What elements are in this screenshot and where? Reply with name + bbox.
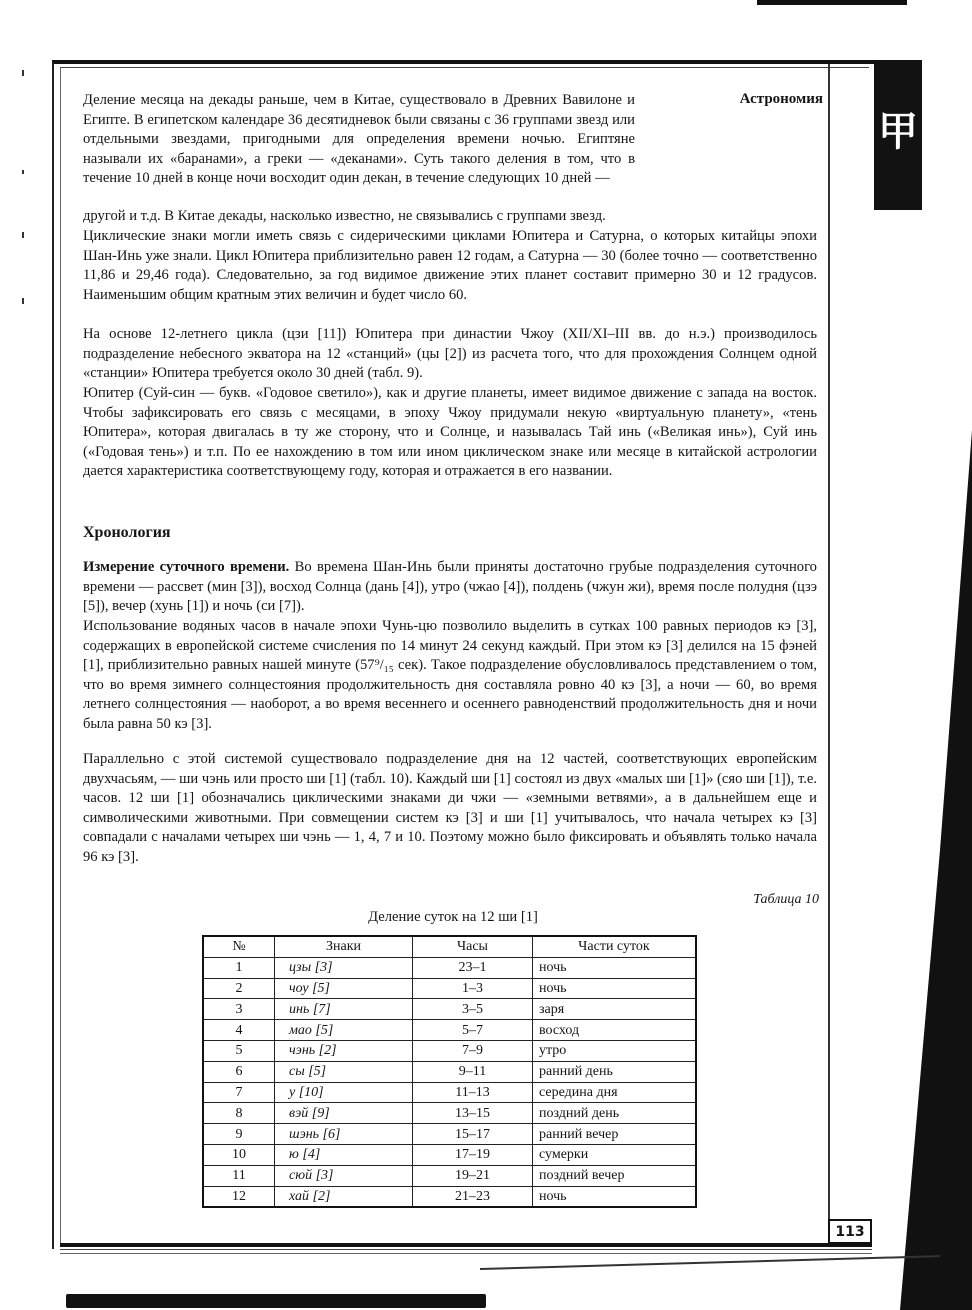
- cell-sign: ю [4]: [275, 1144, 413, 1165]
- cell-number: 10: [203, 1144, 275, 1165]
- cell-hours: 7–9: [413, 1040, 533, 1061]
- margin-mark: [22, 232, 24, 238]
- cell-number: 11: [203, 1165, 275, 1186]
- cell-sign: хай [2]: [275, 1186, 413, 1207]
- column-header: №: [203, 936, 275, 957]
- cell-sign: мао [5]: [275, 1020, 413, 1041]
- right-column-rule: [828, 64, 830, 1236]
- cell-number: 7: [203, 1082, 275, 1103]
- table-caption: Таблица 10: [753, 892, 819, 907]
- table-row: [203, 1165, 696, 1186]
- section-heading-chronology: Хронология: [83, 524, 171, 541]
- cell-sign: чэнь [2]: [275, 1040, 413, 1061]
- margin-mark: [22, 170, 24, 174]
- table-row: [203, 999, 696, 1020]
- cell-part: ночь: [533, 978, 697, 999]
- cell-part: поздний вечер: [533, 1165, 697, 1186]
- table-row: [203, 1082, 696, 1103]
- cell-number: 3: [203, 999, 275, 1020]
- scan-line: [480, 1255, 940, 1270]
- cell-part: поздний день: [533, 1103, 697, 1124]
- paragraph-decades-end: другой и т.д. В Китае декады, насколько известно, не связывались с группами звезд.: [83, 208, 606, 224]
- cell-number: 8: [203, 1103, 275, 1124]
- cell-number: 9: [203, 1124, 275, 1145]
- paragraph-lead: Измерение суточного времени.: [83, 559, 290, 575]
- table-row: [203, 1186, 696, 1207]
- side-tab-glyph: 甲: [878, 109, 918, 154]
- paragraph-daily-time: [83, 558, 817, 617]
- cell-hours: 21–23: [413, 1186, 533, 1207]
- bottom-rule: [60, 1249, 872, 1250]
- cell-part: заря: [533, 999, 697, 1020]
- cell-number: 2: [203, 978, 275, 999]
- table-header-row: [203, 936, 696, 957]
- cell-hours: 3–5: [413, 999, 533, 1020]
- cell-sign: сюй [3]: [275, 1165, 413, 1186]
- cell-part: восход: [533, 1020, 697, 1041]
- cell-part: ранний день: [533, 1061, 697, 1082]
- paragraph-decades: Деление месяца на декады раньше, чем в Китае, существовало в Древних Вавилоне и Египте. В египетском календаре 36 десятидневок были связаны с 36 группами звезд или отдельными звездами, пригодными для определения времени ночью. Египтяне называли их «баранами», а греки — «деканами». Суть такого деления в том, что в течение 10 дней в конце ночи восходит один декан, в течение следующих 10 дней —: [83, 92, 635, 187]
- table-row: [203, 1061, 696, 1082]
- cell-part: утро: [533, 1040, 697, 1061]
- table-row: [203, 1124, 696, 1145]
- paragraph-cycles: Циклические знаки могли иметь связь с сидерическими циклами Юпитера и Сатурна, о которых китайцы эпохи Шан-Инь уже знали. Цикл Юпитера приблизительно равен 12 годам, а Сатурна — 30 (более точно — соответственно 11,86 и 29,46 года). Следовательно, за год видимое движение этих планет составит примерно 30 и 12 градусов. Наименьшим общим кратным этих величин и будет число 60.: [83, 228, 817, 303]
- column-header: Знаки: [275, 936, 413, 957]
- margin-mark: [22, 298, 24, 304]
- paragraph-water-clock: Использование водяных часов в начале эпохи Чунь-цю позволило выделить в сутках 100 равных периодов кэ [3], содержащих в европейской системе счисления по 14 минут 24 секунд каждый. При этом кэ [3] делился на 15 фэней [1], приблизительно равных нашей минуте (57⁹/₁₅ сек). Такое подразделение обусловливалось представлением о том, что во время зимнего солнцестояния продолжительность дня составляла ровно 40 кэ [3], а ночи — 60, во время летнего солнцестояния — наоборот, а во время весеннего и осеннего равноденствий продолжительность дня и ночи была равна 50 кэ [3].: [83, 618, 817, 732]
- cell-hours: 13–15: [413, 1103, 533, 1124]
- top-rule: [757, 0, 907, 5]
- column-header: Части суток: [533, 936, 697, 957]
- section-heading-astronomy: Астрономия: [739, 91, 823, 107]
- cell-part: сумерки: [533, 1144, 697, 1165]
- cell-sign: вэй [9]: [275, 1103, 413, 1124]
- table-row: [203, 978, 696, 999]
- cell-hours: 9–11: [413, 1061, 533, 1082]
- column-header: Часы: [413, 936, 533, 957]
- cell-hours: 5–7: [413, 1020, 533, 1041]
- paragraph-jupiter: Юпитер (Суй-син — букв. «Годовое светило»), как и другие планеты, имеет видимое движение с запада на восток. Чтобы зафиксировать его связь с месяцами, в эпоху Чжоу придумали некую «виртуальную планету», «тень Юпитера», которая двигалась в ту же сторону, что и Солнце, и называлась Тай инь («Великая инь»), Суй инь («Годовая тень») и т.п. По ее нахождению в том или ином циклическом знаке или месяце в китайской астрологии дается характеристика соответствующему году, которая и отражается в его названии.: [83, 385, 817, 480]
- cell-number: 1: [203, 957, 275, 978]
- paragraph-text: Во времена Шан-Инь были приняты достаточно грубые подразделения суточного времени — рассвет (мин [3]), восход Солнца (дань [4]), утро (чжао [4]), полдень (чжун жи), время после полудня (цзэ [5]), вечер (хунь [1]) и ночь (си [7]).: [83, 559, 817, 615]
- bottom-rule: [60, 1253, 872, 1254]
- table-row: [203, 1020, 696, 1041]
- cell-sign: сы [5]: [275, 1061, 413, 1082]
- cell-sign: инь [7]: [275, 999, 413, 1020]
- scan-smudge: [66, 1294, 486, 1308]
- cell-part: середина дня: [533, 1082, 697, 1103]
- page-edge-shadow: [900, 430, 972, 1310]
- page-number: 113: [828, 1219, 872, 1244]
- cell-number: 12: [203, 1186, 275, 1207]
- cell-hours: 23–1: [413, 957, 533, 978]
- cell-hours: 19–21: [413, 1165, 533, 1186]
- cell-hours: 15–17: [413, 1124, 533, 1145]
- data-table: [202, 935, 697, 1208]
- paragraph-shi: Параллельно с этой системой существовало подразделение дня на 12 частей, соответствующих европейским двухчасьям, — ши чэнь или просто ши [1] (табл. 10). Каждый ши [1] состоял из двух «малых ши [1]» (сяо ши [1]), т.е. часов. 12 ши [1] обозначались циклическими знаками ди чжи — «земными ветвями», а в дальнейшем еще и символическими животными. При совмещении систем кэ [3] и ши [1] учитывалось, что начала четырех кэ [3] совпадали с началами четырех ши чэнь — 1, 4, 7 и 10. Поэтому можно было фиксировать и объявлять только начала 96 кэ [3].: [83, 751, 817, 865]
- cell-sign: цзы [3]: [275, 957, 413, 978]
- table-title: Деление суток на 12 ши [1]: [368, 909, 538, 925]
- table-row: [203, 957, 696, 978]
- cell-part: ночь: [533, 957, 697, 978]
- margin-mark: [22, 70, 24, 76]
- table-row: [203, 1040, 696, 1061]
- paragraph-jupiter-cycle: На основе 12-летнего цикла (цзи [11]) Юпитера при династии Чжоу (XII/XI–III вв. до н.э.) производилось подразделение небесного экватора на 12 «станций» (цы [2]) из расчета того, что для прохождения Солнцем одной «станции» Юпитера требуется около 30 дней (табл. 9).: [83, 326, 817, 382]
- table-row: [203, 1103, 696, 1124]
- cell-sign: у [10]: [275, 1082, 413, 1103]
- cell-part: ночь: [533, 1186, 697, 1207]
- cell-number: 5: [203, 1040, 275, 1061]
- cell-sign: шэнь [6]: [275, 1124, 413, 1145]
- cell-number: 4: [203, 1020, 275, 1041]
- cell-number: 6: [203, 1061, 275, 1082]
- cell-hours: 1–3: [413, 978, 533, 999]
- cell-hours: 17–19: [413, 1144, 533, 1165]
- cell-part: ранний вечер: [533, 1124, 697, 1145]
- bottom-rule: [60, 1243, 872, 1247]
- cell-sign: чоу [5]: [275, 978, 413, 999]
- cell-hours: 11–13: [413, 1082, 533, 1103]
- table-row: [203, 1144, 696, 1165]
